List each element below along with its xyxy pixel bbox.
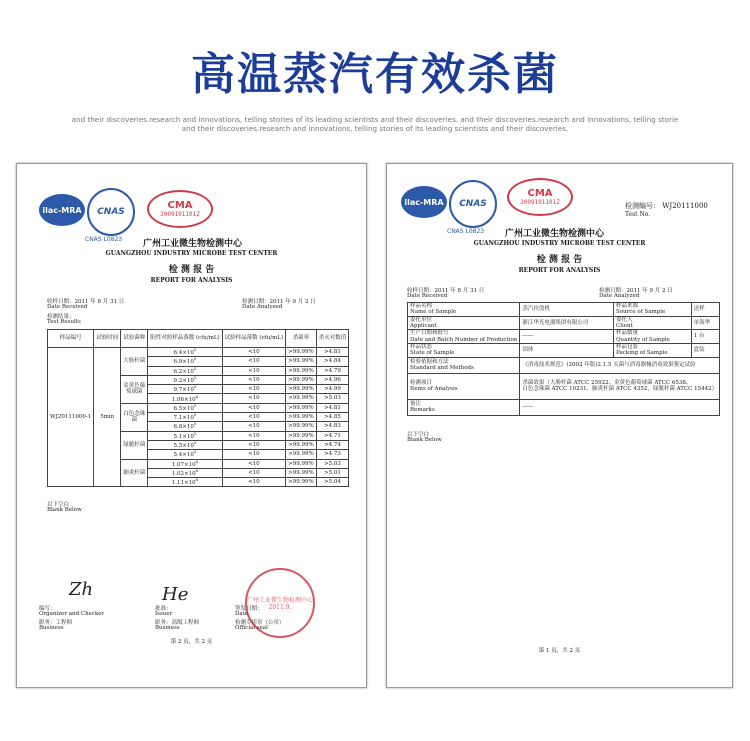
method-row [408, 357, 720, 373]
ilac-mra-logo: ilac-MRA [401, 186, 447, 218]
control-count-cell [148, 478, 222, 487]
items-label: 检测项目 Items of Analysis [408, 373, 520, 399]
header-sample-id: 样品编号 [48, 330, 94, 348]
organizer-label: 编写： [39, 606, 56, 612]
center-name-en: GUANGZHOU INDUSTRY MICROBE TEST CENTER [105, 250, 278, 257]
method-label: 检验依据和方法 Standard and Methods [408, 357, 520, 373]
control-mantissa: 9.7×10 [173, 387, 194, 394]
report-page-2 [16, 163, 367, 688]
date-received-en: Date Received [47, 304, 88, 310]
kill-rate-cell: >99.99% [286, 468, 317, 477]
info-row [408, 343, 720, 357]
cnas-code: CNAS L0823 [447, 228, 485, 235]
header-rate: 杀菌率 [286, 330, 317, 348]
info-label-2-en: Packing of Sample [616, 350, 668, 357]
info-label-en: Applicant [410, 322, 437, 329]
report-title-en: REPORT FOR ANALYSIS [518, 267, 601, 274]
control-mantissa: 7.1×10 [173, 414, 194, 421]
log-reduction-cell: >4.73 [316, 450, 349, 459]
remarks-value: —— [520, 399, 720, 415]
organism-cell: 金黄色葡萄球菌 [121, 375, 148, 403]
info-label-2-en: Source of Sample [616, 309, 666, 316]
test-count-cell: <10 [222, 348, 285, 357]
center-name-cn: 广州工业微生物检测中心 [143, 239, 243, 249]
control-mantissa: 5.4×10 [173, 452, 194, 459]
control-exponent: 5 [193, 412, 197, 418]
control-count-cell [148, 385, 222, 394]
control-mantissa: 6.8×10 [173, 424, 194, 431]
cma-mark: CMA [527, 188, 553, 199]
report-title-cn: 检 测 报 告 [168, 265, 215, 275]
log-reduction-cell: >4.96 [316, 375, 349, 384]
control-count-cell [148, 375, 222, 384]
info-value: 蒸汽挂烫机 [520, 303, 614, 317]
control-count-cell [148, 459, 222, 468]
organism-cell: 绿脓杆菌 [121, 431, 148, 459]
info-row [408, 303, 720, 317]
control-exponent: 6 [195, 458, 199, 464]
table-row [48, 348, 349, 357]
test-count-cell: <10 [222, 422, 285, 431]
log-reduction-cell: >4.83 [316, 422, 349, 431]
control-count-cell [148, 468, 222, 477]
log-reduction-cell: >4.81 [316, 348, 349, 357]
control-mantissa: 6.2×10 [173, 368, 194, 375]
test-results-cn: 检测结果： [47, 314, 75, 320]
control-exponent: 5 [193, 384, 197, 390]
seal-official: Official seal [235, 625, 268, 631]
organism-cell: 大肠杆菌 [121, 348, 148, 376]
control-count-cell [148, 431, 222, 440]
cma-logo [507, 178, 573, 216]
control-count-cell [148, 366, 222, 375]
date-received-en: Date Received [407, 293, 448, 299]
control-mantissa: 1.06×10 [171, 396, 196, 403]
control-exponent: 6 [195, 393, 199, 399]
header-control: 阳性对照样品落数 (cfu/mL) [148, 330, 222, 348]
date-received: 收样日期：2011 年 8 月 31 日 [407, 288, 485, 294]
header-duration: 试验时间 [94, 330, 121, 348]
report-number-en: Test No. [625, 211, 651, 218]
kill-rate-cell: >99.99% [286, 422, 317, 431]
info-label [408, 303, 520, 317]
test-count-cell: <10 [222, 366, 285, 375]
control-exponent: 5 [193, 402, 197, 408]
info-label [408, 316, 520, 330]
kill-rate-cell: >99.99% [286, 440, 317, 449]
log-reduction-cell: >5.03 [316, 394, 349, 403]
info-label-2 [614, 303, 692, 317]
test-count-cell: <10 [222, 403, 285, 412]
report-page-1 [386, 163, 733, 688]
info-label-en: Name of Sample [410, 309, 457, 316]
control-exponent: 5 [193, 430, 197, 436]
kill-rate-cell: >99.99% [286, 366, 317, 375]
control-count-cell [148, 357, 222, 366]
seal-dedicated: 检测专用章（公章） [235, 620, 285, 626]
info-label-2-cn: 样品包装 [616, 343, 639, 350]
ilac-mra-logo: ilac-MRA [39, 194, 85, 226]
blank-below-cn: 以下空白 [407, 432, 430, 438]
page-number: 第 1 页，共 2 页 [538, 648, 581, 654]
control-count-cell [148, 413, 222, 422]
organizer-signature: Zh [69, 579, 94, 600]
log-reduction-cell: >4.71 [316, 431, 349, 440]
control-count-cell [148, 348, 222, 357]
control-exponent: 5 [193, 365, 197, 371]
page-number: 第 2 页，共 2 页 [170, 639, 213, 645]
control-exponent: 6 [195, 477, 199, 483]
log-reduction-cell: >4.79 [316, 366, 349, 375]
remarks-label: 备注 Remarks [408, 399, 520, 415]
info-label-cn: 样品名称 [410, 303, 433, 309]
issuer-label: 批准： [155, 606, 172, 612]
kill-rate-cell: >99.99% [286, 385, 317, 394]
info-label-2 [614, 330, 692, 344]
test-count-cell: <10 [222, 440, 285, 449]
info-label-2 [614, 343, 692, 357]
info-value-2: 1 台 [691, 330, 719, 344]
kill-rate-cell: >99.99% [286, 450, 317, 459]
kill-rate-cell: >99.99% [286, 478, 317, 487]
test-count-cell: <10 [222, 468, 285, 477]
organizer-business: Business [39, 625, 64, 631]
info-label-2-cn: 委托人 [616, 316, 633, 323]
control-mantissa: 6.9×10 [173, 359, 194, 366]
stamp-org: 广州工业微生物检测中心 [247, 597, 314, 604]
kill-rate-cell: >99.99% [286, 413, 317, 422]
remarks-row [408, 399, 720, 415]
sample-id-cell: WJ20111000-1 [48, 348, 94, 487]
kill-rate-cell: >99.99% [286, 431, 317, 440]
seal-date-en: Date [235, 611, 249, 617]
duration-cell: 5min [94, 348, 121, 487]
page-title: 高温蒸汽有效杀菌 [191, 49, 559, 100]
log-reduction-cell: >4.84 [316, 357, 349, 366]
organizer-en: Organizer and Checker [39, 611, 105, 617]
cnas-code: CNAS L0823 [85, 236, 123, 243]
results-table [47, 329, 349, 487]
date-analyzed-en: Date Analyzed [599, 293, 640, 299]
blank-below-cn: 以下空白 [47, 502, 70, 508]
log-reduction-cell: >5.01 [316, 468, 349, 477]
kill-rate-cell: >99.99% [286, 394, 317, 403]
info-label-en: Date and Batch Number of Production [410, 336, 518, 343]
control-exponent: 5 [193, 356, 197, 362]
control-mantissa: 6.5×10 [173, 405, 194, 412]
info-label-2-cn: 样品数量 [616, 330, 639, 337]
report-title-en: REPORT FOR ANALYSIS [150, 277, 233, 284]
organism-cell: 白色念珠菌 [121, 403, 148, 431]
log-reduction-cell: >4.81 [316, 403, 349, 412]
control-count-cell [148, 440, 222, 449]
log-reduction-cell: >4.74 [316, 440, 349, 449]
test-count-cell: <10 [222, 459, 285, 468]
info-value-2: 送样 [691, 303, 719, 317]
test-count-cell: <10 [222, 431, 285, 440]
issuer-signature: He [162, 584, 189, 605]
header-organism: 试验菌种 [121, 330, 148, 348]
tagline-line-2: and their discoveries.research and innovations, telling stories of its leading scientists and their discoveries. [181, 124, 569, 133]
info-label-cn: 委托单位 [410, 316, 433, 323]
control-mantissa: 1.02×10 [171, 470, 196, 477]
control-exponent: 5 [193, 449, 197, 455]
log-reduction-cell: >4.85 [316, 413, 349, 422]
info-label-2 [614, 316, 692, 330]
control-count-cell [148, 450, 222, 459]
info-label-cn: 样品状态 [410, 343, 433, 350]
info-label [408, 343, 520, 357]
control-mantissa: 1.07×10 [171, 461, 196, 468]
cma-logo [147, 190, 213, 228]
test-count-cell: <10 [222, 357, 285, 366]
info-row [408, 316, 720, 330]
blank-below-en: Blank Below [47, 507, 82, 513]
control-exponent: 5 [193, 347, 197, 353]
method-value: 《消毒技术规范》(2002 年版)2.1.5 灭菌与消毒器械消毒效果鉴定试验 [520, 357, 720, 373]
organism-cell: 肺炎杆菌 [121, 459, 148, 487]
info-label-2-en: Client [616, 322, 633, 329]
info-label-cn: 生产日期和批号 [410, 330, 449, 337]
info-value: 固体 [520, 343, 614, 357]
issuer-title: 职务：高级工程师 [155, 620, 200, 626]
kill-rate-cell: >99.99% [286, 403, 317, 412]
report-number: 检测编号： WJ20111000 [625, 202, 708, 210]
test-results-en: Test Results [47, 319, 81, 325]
control-mantissa: 6.4×10 [173, 349, 194, 356]
control-exponent: 5 [193, 421, 197, 427]
control-mantissa: 9.2×10 [173, 377, 194, 384]
date-analyzed: 检测日期：2011 年 9 月 2 日 [242, 299, 316, 305]
control-exponent: 6 [195, 467, 199, 473]
seal-date-label: 签发日期： [235, 606, 263, 612]
test-count-cell: <10 [222, 478, 285, 487]
test-count-cell: <10 [222, 413, 285, 422]
test-count-cell: <10 [222, 385, 285, 394]
organizer-title: 职务：工程师 [39, 620, 73, 626]
info-label-2-cn: 样品来源 [616, 303, 639, 309]
log-reduction-cell: >5.03 [316, 459, 349, 468]
cma-code: 2009191101Z [520, 199, 560, 206]
header-log: 杀灭对数值 [316, 330, 349, 348]
control-mantissa: 5.1×10 [173, 433, 194, 440]
test-count-cell: <10 [222, 450, 285, 459]
info-value-2: 盒装 [691, 343, 719, 357]
report-title-cn: 检 测 报 告 [536, 255, 583, 265]
control-mantissa: 1.11×10 [171, 480, 196, 487]
control-count-cell [148, 422, 222, 431]
info-value: 浙江华光电器集团有限公司 [520, 316, 614, 330]
cma-code: 2009191101Z [160, 211, 200, 218]
tagline-line-1: and their discoveries.research and innovations, telling stories of its leading scientists and their discoveries. and their discoveries.research and innovations, telling storie [71, 115, 679, 124]
test-count-cell: <10 [222, 375, 285, 384]
control-mantissa: 5.5×10 [173, 442, 194, 449]
kill-rate-cell: >99.99% [286, 357, 317, 366]
log-reduction-cell: >5.04 [316, 478, 349, 487]
kill-rate-cell: >99.99% [286, 459, 317, 468]
control-count-cell [148, 394, 222, 403]
items-row [408, 373, 720, 399]
center-name-cn: 广州工业微生物检测中心 [505, 229, 605, 239]
control-count-cell [148, 403, 222, 412]
items-value: 杀菌效果（大肠杆菌 ATCC 25922、金黄色葡萄球菌 ATCC 6538、 白色念珠菌 ATCC 10231、肺炎杆菌 ATCC 4352、绿脓杆菌 ATCC 15442） [520, 373, 720, 399]
kill-rate-cell: >99.99% [286, 375, 317, 384]
date-analyzed: 检测日期：2011 年 9 月 2 日 [599, 288, 673, 294]
date-analyzed-en: Date Analyzed [242, 304, 283, 310]
info-value-2: 单海华 [691, 316, 719, 330]
info-row [408, 330, 720, 344]
kill-rate-cell: >99.99% [286, 348, 317, 357]
center-name-en: GUANGZHOU INDUSTRY MICROBE TEST CENTER [473, 240, 646, 247]
test-count-cell: <10 [222, 394, 285, 403]
date-received: 收样日期：2011 年 8 月 31 日 [47, 299, 125, 305]
issuer-business: Business [155, 625, 180, 631]
results-header-row [48, 330, 349, 348]
cnas-logo: CNAS [449, 180, 497, 228]
info-value: —— [520, 330, 614, 344]
info-label-2-en: Quantity of Sample [616, 336, 670, 343]
cnas-logo: CNAS [87, 188, 135, 236]
sample-info-table [407, 302, 720, 416]
header-test: 试验样品落数 (cfu/mL) [222, 330, 285, 348]
cma-mark: CMA [167, 200, 193, 211]
control-exponent: 5 [193, 440, 197, 446]
info-label [408, 330, 520, 344]
info-label-en: State of Sample [410, 350, 455, 357]
blank-below-en: Blank Below [407, 437, 442, 443]
log-reduction-cell: >4.99 [316, 385, 349, 394]
control-exponent: 5 [193, 374, 197, 380]
issuer-en: Issuer [155, 611, 173, 617]
stamp-date: 2011.9. [268, 604, 292, 611]
